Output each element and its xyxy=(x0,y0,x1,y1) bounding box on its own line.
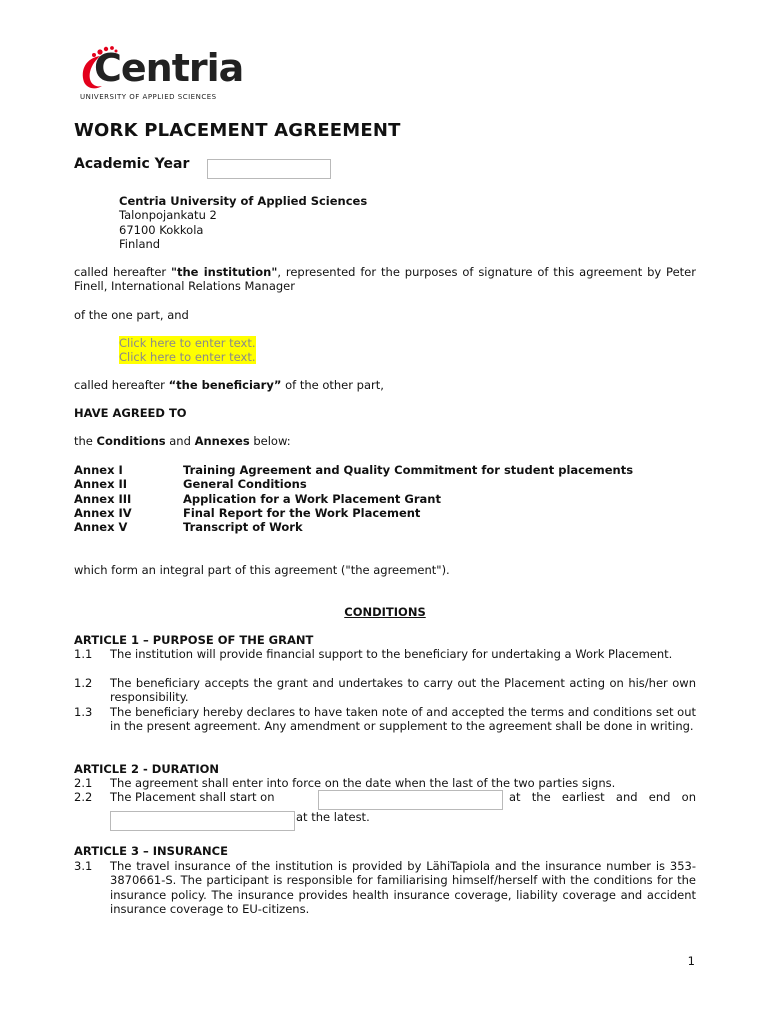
annex-label: Annex IV xyxy=(74,505,132,520)
one-part-text: of the one part, and xyxy=(74,308,189,322)
annexes-word: Annexes xyxy=(194,434,250,448)
annex-title: General Conditions xyxy=(183,477,307,492)
beneficiary-clause-quoted: “the beneficiary” xyxy=(168,378,282,392)
beneficiary-clause-prefix: called hereafter xyxy=(74,378,169,392)
page-number: 1 xyxy=(687,954,695,968)
article-1-3-text: The beneficiary hereby declares to have taken note of and accepted the terms and conditions set out in the present agreement. Any amendment or supplement to the agreement shall be done in writing. xyxy=(110,705,696,734)
annex-label: Annex II xyxy=(74,477,128,492)
annex-title: Final Report for the Work Placement xyxy=(183,505,421,520)
beneficiary-address-field[interactable]: Click here to enter text. xyxy=(119,350,256,365)
annex-row xyxy=(74,506,714,520)
academic-year-field[interactable] xyxy=(207,159,331,179)
institution-address xyxy=(119,194,367,251)
logo-word: Centria xyxy=(94,46,244,90)
annex-title: Transcript of Work xyxy=(183,520,303,535)
annex-row xyxy=(74,463,714,477)
institution-clause-suffix: , represented for the purposes of signature of this agreement by Peter Finell, International Relations Manager xyxy=(74,265,696,294)
conditions-line-part: below: xyxy=(249,434,291,448)
placement-start-date-field[interactable] xyxy=(318,790,503,810)
annex-title: Training Agreement and Quality Commitment for student placements xyxy=(183,463,634,477)
article-3-heading: ARTICLE 3 – INSURANCE xyxy=(74,844,228,858)
academic-year-label: Academic Year xyxy=(74,156,190,172)
annex-row xyxy=(74,520,714,534)
article-number: 3.1 xyxy=(74,859,93,873)
article-1-2-text: The beneficiary accepts the grant and undertakes to carry out the Placement acting on his/her own responsibility. xyxy=(110,676,696,705)
placement-end-date-field[interactable] xyxy=(110,811,295,831)
annex-title: Application for a Work Placement Grant xyxy=(183,491,441,506)
conditions-annexes-line xyxy=(74,434,291,448)
institution-country: Finland xyxy=(119,236,161,251)
centria-logo xyxy=(78,44,258,104)
integral-part-text: which form an integral part of this agreement ("the agreement"). xyxy=(74,563,450,577)
logo-subtitle: UNIVERSITY OF APPLIED SCIENCES xyxy=(80,93,217,101)
conditions-line-part: and xyxy=(165,434,195,448)
conditions-heading: CONDITIONS xyxy=(344,605,426,619)
institution-clause xyxy=(74,265,696,294)
article-number: 2.2 xyxy=(74,790,93,804)
annex-label: Annex V xyxy=(74,520,128,535)
institution-clause-quoted: "the institution" xyxy=(171,265,278,279)
beneficiary-clause xyxy=(74,378,384,392)
conditions-word: Conditions xyxy=(96,434,166,448)
article-1-heading: ARTICLE 1 – PURPOSE OF THE GRANT xyxy=(74,633,314,647)
institution-name: Centria University of Applied Sciences xyxy=(119,194,368,208)
institution-street: Talonpojankatu 2 xyxy=(119,208,217,223)
article-number: 1.1 xyxy=(74,647,93,661)
annex-row xyxy=(74,492,714,506)
conditions-line-part: the xyxy=(74,434,97,448)
placement-end-text: at the latest. xyxy=(296,810,370,824)
article-number: 1.2 xyxy=(74,676,93,690)
annex-list xyxy=(74,463,714,534)
document-title: WORK PLACEMENT AGREEMENT xyxy=(74,120,401,141)
annex-label: Annex III xyxy=(74,491,132,506)
placement-mid-text: at the earliest and end on xyxy=(509,790,696,804)
article-2-1-text: The agreement shall enter into force on the date when the last of the two parties signs. xyxy=(110,776,616,790)
institution-clause-prefix: called hereafter xyxy=(74,265,171,279)
article-3-1-text: The travel insurance of the institution is provided by LähiTapiola and the insurance number is 353-3870661-S. The participant is responsible for familiarising himself/herself with the conditions for the insurance policy. The insurance provides health insurance coverage, liability coverage and accident insurance coverage to EU-citizens. xyxy=(110,859,696,916)
institution-city: 67100 Kokkola xyxy=(119,222,204,237)
article-2-heading: ARTICLE 2 - DURATION xyxy=(74,762,220,776)
annex-label: Annex I xyxy=(74,463,123,477)
annex-row xyxy=(74,477,714,491)
article-number: 1.3 xyxy=(74,705,93,719)
article-1-1-text: The institution will provide financial support to the beneficiary for undertaking a Work Placement. xyxy=(110,647,673,661)
placement-start-text: The Placement shall start on xyxy=(110,790,275,804)
beneficiary-name-field[interactable]: Click here to enter text. xyxy=(119,336,256,350)
beneficiary-fields xyxy=(119,336,256,365)
have-agreed-heading: HAVE AGREED TO xyxy=(74,406,187,420)
beneficiary-clause-suffix: of the other part, xyxy=(281,378,384,392)
article-number: 2.1 xyxy=(74,776,93,790)
